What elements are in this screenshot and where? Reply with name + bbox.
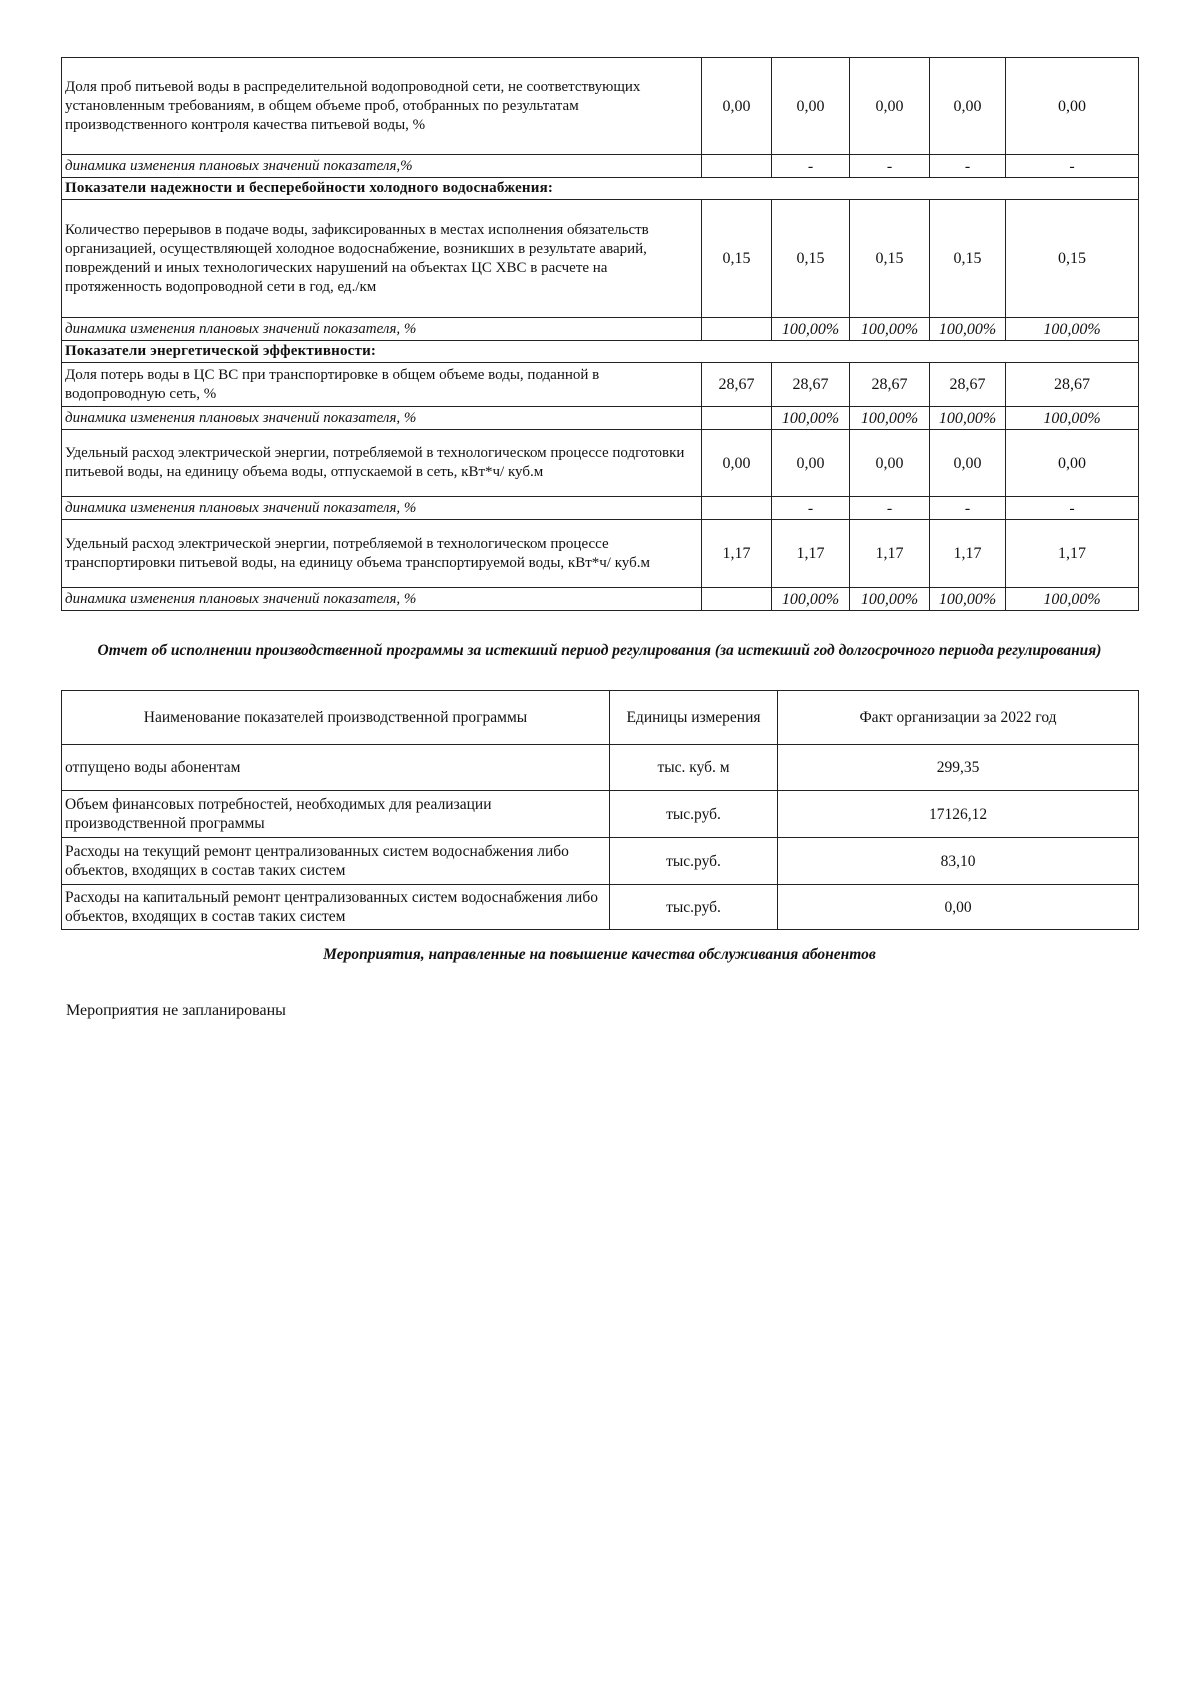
dynamics-value: 100,00% <box>930 407 1006 430</box>
indicator-value: 0,00 <box>772 58 850 155</box>
indicator-value: 0,15 <box>702 200 772 318</box>
dynamics-value: - <box>772 155 850 178</box>
dynamics-value: 100,00% <box>772 588 850 611</box>
report-unit: тыс. куб. м <box>610 745 778 791</box>
section-heading: Показатели энергетической эффективности: <box>62 341 1139 363</box>
table-row <box>62 200 1139 318</box>
report-indicator-name: отпущено воды абонентам <box>62 745 610 791</box>
dynamics-value: 100,00% <box>772 318 850 341</box>
indicator-value: 0,00 <box>850 58 930 155</box>
dynamics-value: 100,00% <box>1006 318 1139 341</box>
indicators-table <box>61 57 1139 611</box>
indicator-value: 28,67 <box>850 363 930 407</box>
report-value: 299,35 <box>778 745 1139 791</box>
indicator-value: 1,17 <box>930 520 1006 588</box>
indicator-value: 28,67 <box>1006 363 1139 407</box>
dynamics-label: динамика изменения плановых значений показателя, % <box>62 318 702 341</box>
dynamics-value <box>702 407 772 430</box>
measures-caption: Мероприятия, направленные на повышение качества обслуживания абонентов <box>323 946 876 963</box>
column-header: Единицы измерения <box>610 691 778 745</box>
report-indicator-name: Расходы на текущий ремонт централизованных систем водоснабжения либо объектов, входящих в состав таких систем <box>62 838 610 885</box>
report-value: 17126,12 <box>778 791 1139 838</box>
indicator-value: 0,00 <box>702 430 772 497</box>
dynamics-value: 100,00% <box>1006 588 1139 611</box>
dynamics-value: - <box>1006 497 1139 520</box>
table-row <box>62 497 1139 520</box>
dynamics-value <box>702 588 772 611</box>
report-value: 0,00 <box>778 885 1139 930</box>
indicator-value: 28,67 <box>772 363 850 407</box>
dynamics-value <box>702 318 772 341</box>
report-unit: тыс.руб. <box>610 791 778 838</box>
indicator-name: Удельный расход электрической энергии, потребляемой в технологическом процессе подготовки питьевой воды, на единицу объема воды, отпускаемой в сеть, кВт*ч/ куб.м <box>62 430 702 497</box>
dynamics-value: - <box>772 497 850 520</box>
table-row <box>62 791 1139 838</box>
table-row <box>62 430 1139 497</box>
indicator-value: 0,00 <box>1006 430 1139 497</box>
indicator-value: 0,15 <box>850 200 930 318</box>
dynamics-value: - <box>930 497 1006 520</box>
report-value: 83,10 <box>778 838 1139 885</box>
table-row <box>62 745 1139 791</box>
dynamics-value: 100,00% <box>930 588 1006 611</box>
table-row <box>62 838 1139 885</box>
report-table <box>61 690 1139 930</box>
indicator-value: 1,17 <box>772 520 850 588</box>
dynamics-value: 100,00% <box>850 588 930 611</box>
table-header-row <box>62 691 1139 745</box>
dynamics-value: 100,00% <box>930 318 1006 341</box>
dynamics-label: динамика изменения плановых значений показателя,% <box>62 155 702 178</box>
report-indicator-name: Расходы на капитальный ремонт централизованных систем водоснабжения либо объектов, входящих в состав таких систем <box>62 885 610 930</box>
dynamics-value: 100,00% <box>850 407 930 430</box>
indicator-name: Удельный расход электрической энергии, потребляемой в технологическом процессе транспортировки питьевой воды, на единицу объема транспортируемой воды, кВт*ч/ куб.м <box>62 520 702 588</box>
indicator-value: 28,67 <box>930 363 1006 407</box>
measures-note: Мероприятия не запланированы <box>66 1002 286 1019</box>
indicator-value: 0,15 <box>1006 200 1139 318</box>
table-row <box>62 58 1139 155</box>
dynamics-value <box>702 155 772 178</box>
indicator-value: 0,00 <box>850 430 930 497</box>
dynamics-value: - <box>850 155 930 178</box>
table-row <box>62 885 1139 930</box>
indicator-value: 0,00 <box>702 58 772 155</box>
section-heading: Показатели надежности и бесперебойности холодного водоснабжения: <box>62 178 1139 200</box>
indicator-value: 0,00 <box>930 58 1006 155</box>
indicator-value: 28,67 <box>702 363 772 407</box>
indicator-name: Количество перерывов в подаче воды, зафиксированных в местах исполнения обязательств организацией, осуществляющей холодное водоснабжение, возникших в результате аварий, повреждений и иных технологических нарушений на объектах ЦС ХВС в расчете на протяженность водопроводной сети в год, ед./км <box>62 200 702 318</box>
indicator-name: Доля проб питьевой воды в распределительной водопроводной сети, не соответствующих установленным требованиям, в общем объеме проб, отобранных по результатам производственного контроля качества питьевой воды, % <box>62 58 702 155</box>
dynamics-value: 100,00% <box>1006 407 1139 430</box>
indicator-value: 0,00 <box>930 430 1006 497</box>
dynamics-value: - <box>1006 155 1139 178</box>
table-row <box>62 178 1139 200</box>
dynamics-label: динамика изменения плановых значений показателя, % <box>62 407 702 430</box>
column-header: Наименование показателей производственной программы <box>62 691 610 745</box>
dynamics-value: 100,00% <box>772 407 850 430</box>
dynamics-label: динамика изменения плановых значений показателя, % <box>62 588 702 611</box>
table-row <box>62 341 1139 363</box>
column-header: Факт организации за 2022 год <box>778 691 1139 745</box>
indicator-value: 1,17 <box>1006 520 1139 588</box>
table-row <box>62 407 1139 430</box>
indicator-name: Доля потерь воды в ЦС ВС при транспортировке в общем объеме воды, поданной в водопроводную сеть, % <box>62 363 702 407</box>
table-row <box>62 520 1139 588</box>
indicator-value: 1,17 <box>850 520 930 588</box>
report-unit: тыс.руб. <box>610 885 778 930</box>
table-row <box>62 318 1139 341</box>
report-indicator-name: Объем финансовых потребностей, необходимых для реализации производственной программы <box>62 791 610 838</box>
table-row <box>62 588 1139 611</box>
indicator-value: 0,15 <box>930 200 1006 318</box>
report-unit: тыс.руб. <box>610 838 778 885</box>
indicator-value: 0,00 <box>1006 58 1139 155</box>
table-row <box>62 363 1139 407</box>
dynamics-value: - <box>930 155 1006 178</box>
dynamics-value <box>702 497 772 520</box>
dynamics-value: - <box>850 497 930 520</box>
dynamics-label: динамика изменения плановых значений показателя, % <box>62 497 702 520</box>
dynamics-value: 100,00% <box>850 318 930 341</box>
indicator-value: 0,00 <box>772 430 850 497</box>
table-row <box>62 155 1139 178</box>
report-caption: Отчет об исполнении производственной программы за истекший период регулирования (за истекший год долгосрочного периода регулирования) <box>97 642 1102 659</box>
indicator-value: 1,17 <box>702 520 772 588</box>
indicator-value: 0,15 <box>772 200 850 318</box>
